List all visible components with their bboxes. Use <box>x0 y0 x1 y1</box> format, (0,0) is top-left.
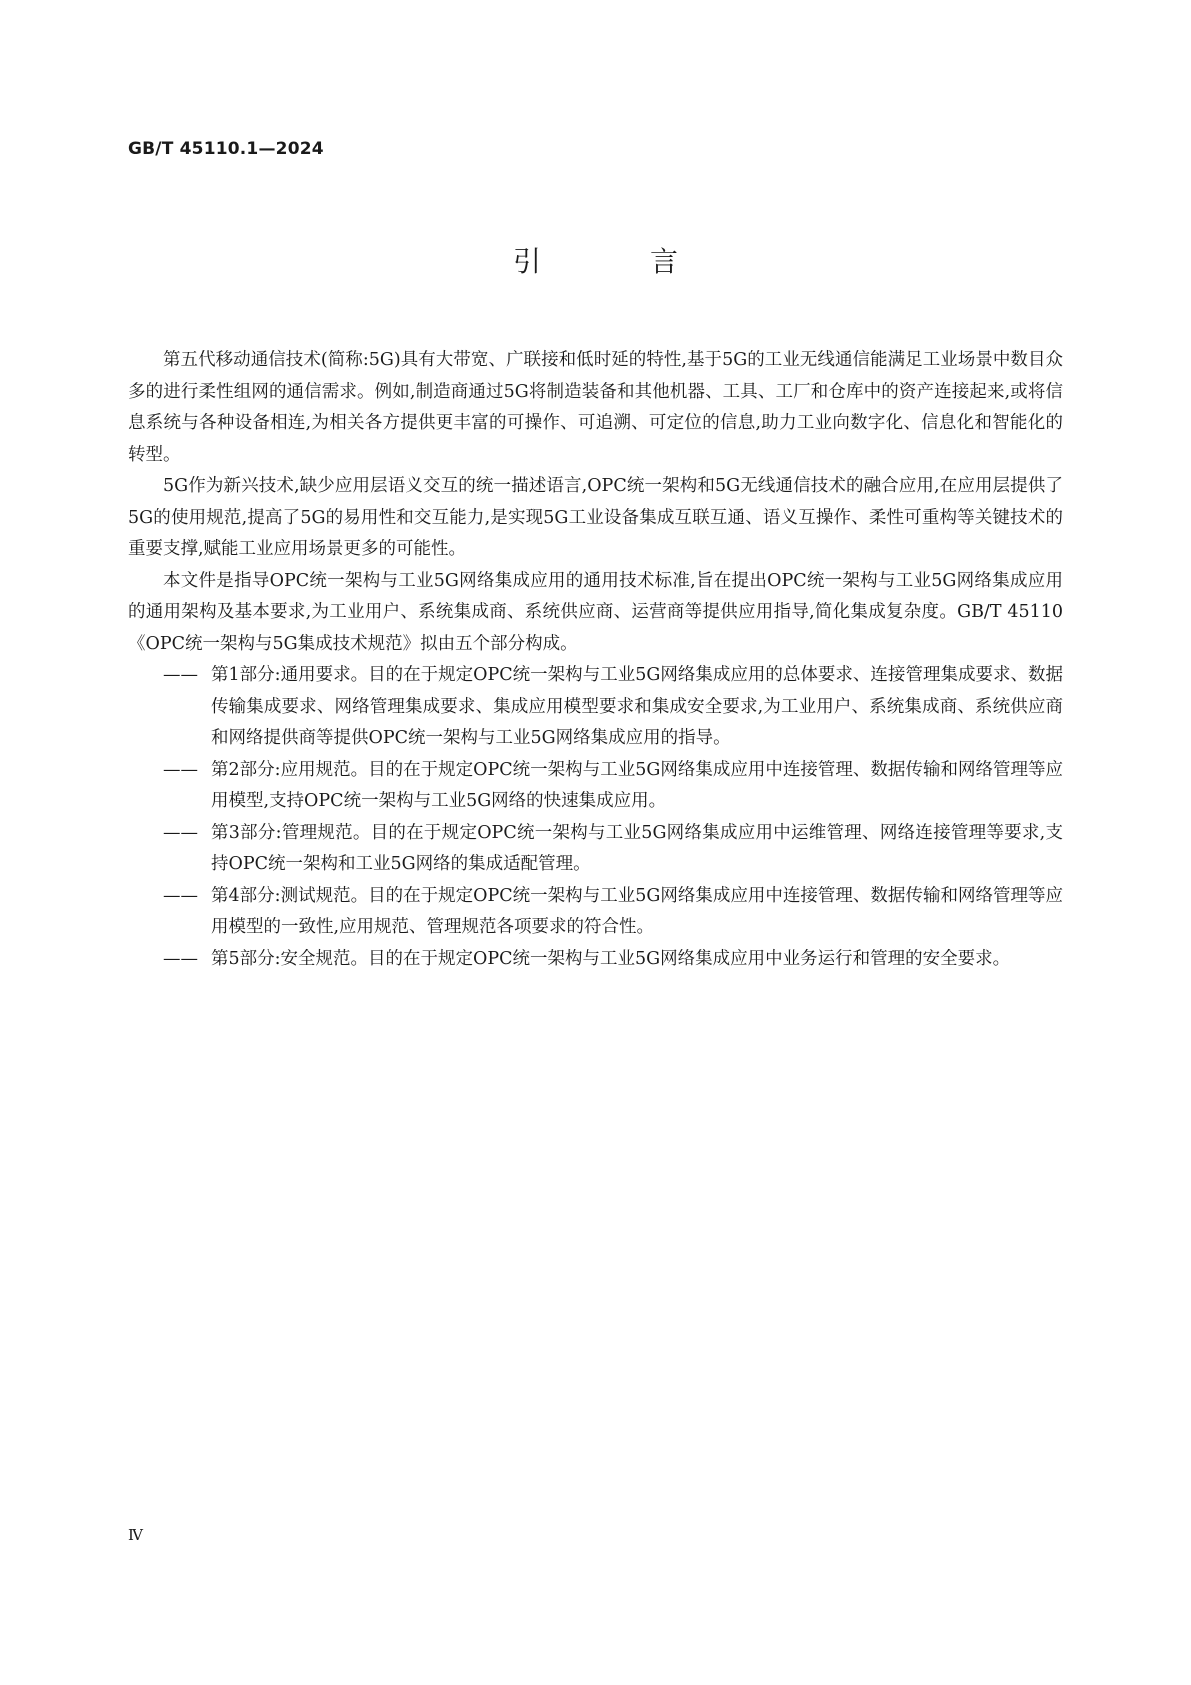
parts-list <box>128 660 1063 975</box>
list-item-text: 第4部分:测试规范。目的在于规定OPC统一架构与工业5G网络集成应用中连接管理、数据传输和网络管理等应用模型的一致性,应用规范、管理规范各项要求的符合性。 <box>211 885 1063 937</box>
paragraph: 本文件是指导OPC统一架构与工业5G网络集成应用的通用技术标准,旨在提出OPC统一架构与工业5G网络集成应用的通用架构及基本要求,为工业用户、系统集成商、系统供应商、运营商等提供应用指导,简化集成复杂度。GB/T 45110《OPC统一架构与5G集成技术规范》拟由五个部分构成。 <box>128 570 1063 654</box>
list-dash: —— <box>163 948 198 969</box>
introduction-body <box>128 345 1063 975</box>
list-item <box>128 881 1063 944</box>
list-item-text: 第3部分:管理规范。目的在于规定OPC统一架构与工业5G网络集成应用中运维管理、网络连接管理等要求,支持OPC统一架构和工业5G网络的集成适配管理。 <box>211 822 1063 874</box>
list-item <box>128 818 1063 881</box>
page-number: Ⅳ <box>128 1526 143 1544</box>
paragraph: 5G作为新兴技术,缺少应用层语义交互的统一描述语言,OPC统一架构和5G无线通信技术的融合应用,在应用层提供了5G的使用规范,提高了5G的易用性和交互能力,是实现5G工业设备集成互联互通、语义互操作、柔性可重构等关键技术的重要支撑,赋能工业应用场景更多的可能性。 <box>128 476 1063 559</box>
list-dash: —— <box>163 665 198 685</box>
list-item-text: 第2部分:应用规范。目的在于规定OPC统一架构与工业5G网络集成应用中连接管理、数据传输和网络管理等应用模型,支持OPC统一架构与工业5G网络的快速集成应用。 <box>211 759 1063 811</box>
section-title: 引 言 <box>513 245 728 278</box>
list-item <box>128 944 1063 976</box>
list-item <box>128 755 1063 818</box>
list-item <box>128 660 1063 755</box>
paragraph: 第五代移动通信技术(简称:5G)具有大带宽、广联接和低时延的特性,基于5G的工业无线通信能满足工业场景中数目众多的进行柔性组网的通信需求。例如,制造商通过5G将制造装备和其他机器、工具、工厂和仓库中的资产连接起来,或将信息系统与各种设备相连,为相关各方提供更丰富的可操作、可追溯、可定位的信息,助力工业向数字化、信息化和智能化的转型。 <box>128 350 1063 465</box>
list-dash: —— <box>163 885 198 906</box>
list-item-text: 第5部分:安全规范。目的在于规定OPC统一架构与工业5G网络集成应用中业务运行和管理的安全要求。 <box>211 948 1011 969</box>
document-code: GB/T 45110.1—2024 <box>128 139 324 159</box>
list-dash: —— <box>163 759 198 780</box>
list-item-text: 第1部分:通用要求。目的在于规定OPC统一架构与工业5G网络集成应用的总体要求、连接管理集成要求、数据传输集成要求、网络管理集成要求、集成应用模型要求和集成安全要求,为工业用户、系统集成商、系统供应商和网络提供商等提供OPC统一架构与工业5G网络集成应用的指导。 <box>211 665 1063 748</box>
list-dash: —— <box>163 822 198 843</box>
